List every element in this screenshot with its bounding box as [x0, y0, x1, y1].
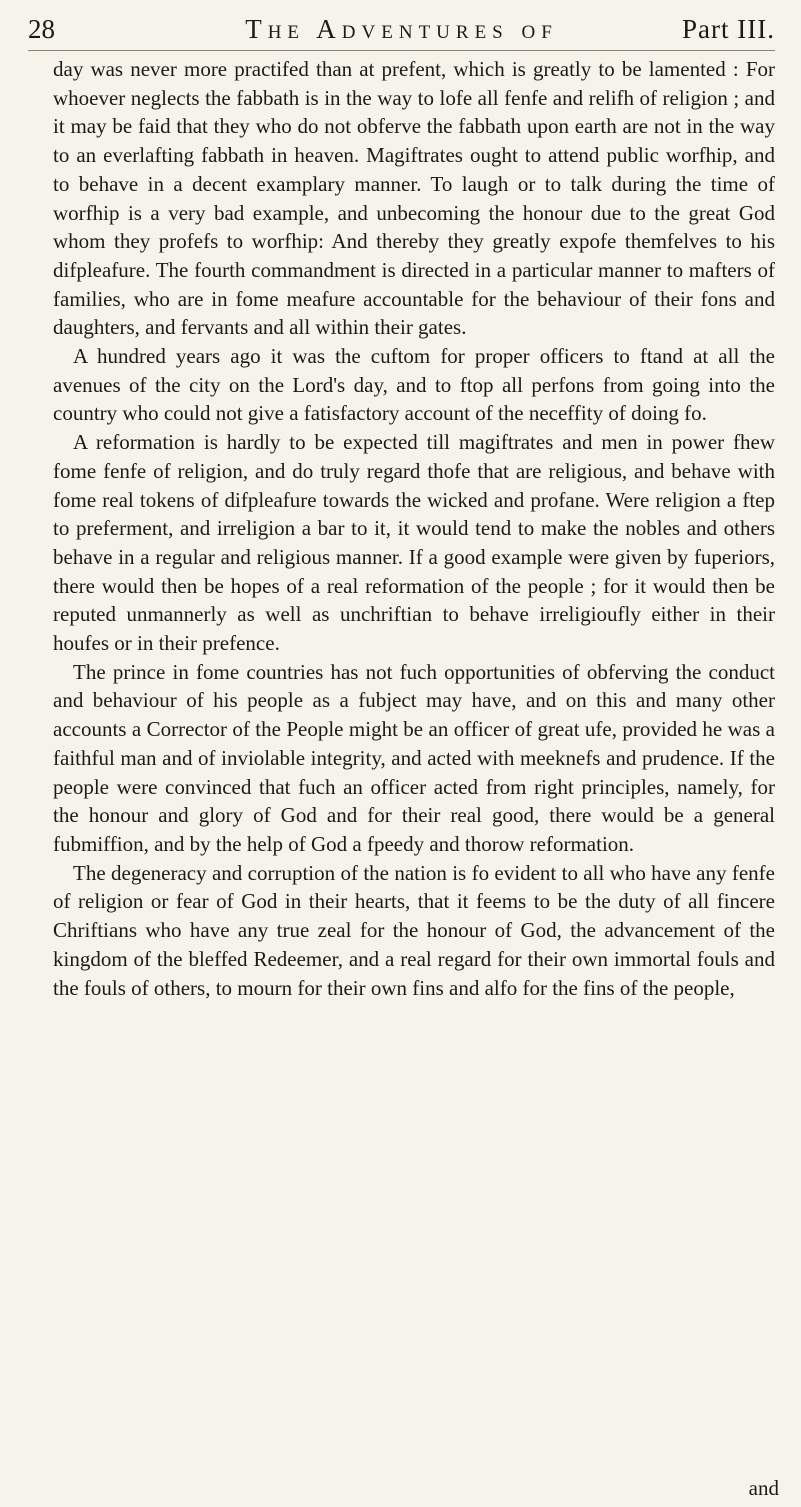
paragraph: The degeneracy and corruption of the nation is fo evident to all who have any fenfe of religion or fear of God in their hearts, that it feems to be the duty of all fincere Chriftians who have any true zeal for the honour of God, the advancement of the kingdom of the bleffed Redeemer, and a real regard for their own immortal fouls and the fouls of others, to mourn for their own fins and alfo for the fins of the people,: [53, 860, 775, 1000]
page-number: 28: [28, 14, 55, 44]
catchword: and: [748, 1476, 779, 1500]
part-label: Part III.: [682, 14, 775, 44]
paragraph: A hundred years ago it was the cuftom for proper officers to ftand at all the avenues of the city on the Lord's day, and to ftop all perfons from going into the country who could not give a fatisfactory account of the neceffity of doing fo.: [53, 344, 775, 426]
body-text: [53, 55, 775, 1002]
paragraph: The prince in fome countries has not fuch opportunities of obferving the conduct and behaviour of his people as a fubject may have, and on this and many other accounts a Corrector of the People might be an officer of great ufe, provided he was a faithful man and of inviolable integrity, and acted with meeknefs and prudence. If the people were convinced that fuch an officer acted from right principles, namely, for the honour and glory of God and for their real good, there would be a general fubmiffion, and by the help of God a fpeedy and thorow reformation.: [53, 659, 775, 856]
paragraph: day was never more practifed than at prefent, which is greatly to be lamented : For whoever neglects the fabbath is in the way to lofe all fenfe and relifh of religion ; and it may be faid that they who do not obferve the fabbath upon earth are not in the way to an everlafting fabbath in heaven. Magiftrates ought to attend public worfhip, and to behave in a decent examplary manner. To laugh or to talk during the time of worfhip is a very bad example, and unbecoming the honour due to the great God whom they profefs to worfhip: And thereby they greatly expofe themfelves to his difpleafure. The fourth commandment is directed in a particular manner to mafters of families, who are in fome meafure accountable for the behaviour of their fons and daughters, and fervants and all within their gates.: [53, 57, 775, 340]
paragraph: A reformation is hardly to be expected till magiftrates and men in power fhew fome fenfe of religion, and do truly regard thofe that are religious, and behave with fome real tokens of difpleafure towards the wicked and profane. Were religion a ftep to preferment, and irreligion a bar to it, it would tend to make the nobles and others behave in a regular and religious manner. If a good example were given by fuperiors, there would then be hopes of a real reformation of the people ; for it would then be reputed unmannerly as well as unchriftian to behave irreligioufly either in their houfes or in their prefence.: [53, 430, 775, 656]
running-header: [28, 10, 775, 51]
running-title: The Adventures of: [245, 14, 558, 44]
